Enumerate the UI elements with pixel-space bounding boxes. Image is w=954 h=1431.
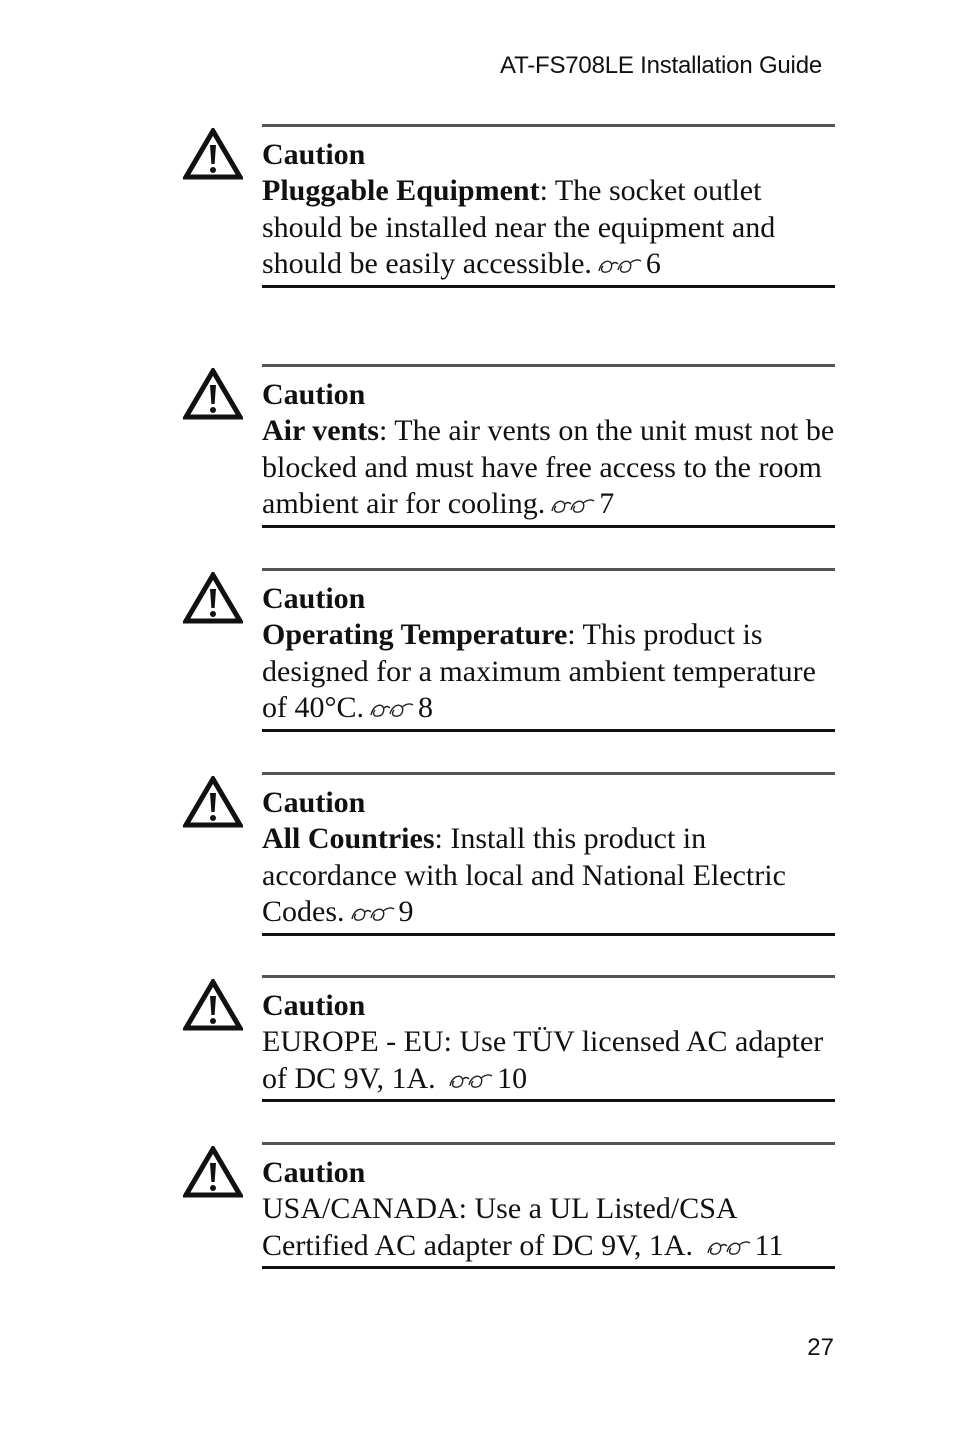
caution-title: Caution [262,786,366,819]
caution-text [262,1191,835,1264]
caution-text [262,1024,835,1097]
warning-triangle-icon [183,368,243,420]
caution-text [262,413,835,523]
reference-number: 9 [398,895,414,929]
caution-box [262,772,835,936]
caution-lead: Air vents [262,414,379,447]
caution-text [262,173,835,283]
eyeglasses-icon [707,1229,751,1245]
warning-triangle-icon [183,1146,243,1198]
caution-body-text: : The socket outlet should be installed near the equipment and should be easily accessible. [262,174,776,281]
translation-reference [364,691,433,724]
caution-box [262,124,835,288]
warning-triangle-icon [183,776,243,828]
caution-text [262,617,835,727]
eyeglasses-icon [598,247,642,263]
caution-body-text: : Install this product in accordance with local and National Electric Codes. [262,822,786,929]
caution-title: Caution [262,378,366,411]
caution-title: Caution [262,989,366,1022]
caution-box [262,975,835,1102]
warning-triangle-icon [183,979,243,1031]
eyeglasses-icon [370,691,414,707]
caution-lead: Pluggable Equipment [262,174,540,207]
caution-box [262,568,835,732]
reference-number: 8 [418,691,433,725]
translation-reference [345,895,414,928]
eyeglasses-icon [551,487,595,503]
caution-body-text: USA/CANADA: Use a UL Listed/CSA Certified AC adapter of DC 9V, 1A. [262,1192,736,1262]
eyeglasses-icon [351,895,395,911]
translation-reference [545,487,614,520]
caution-title: Caution [262,1156,366,1189]
caution-body-text: : The air vents on the unit must not be blocked and must have free access to the room ambient air for cooling. [262,414,835,521]
caution-title: Caution [262,138,366,171]
caution-lead: All Countries [262,822,435,855]
eyeglasses-icon [449,1062,493,1078]
reference-number: 7 [599,487,615,521]
translation-reference [592,247,661,280]
caution-box [262,1142,835,1269]
running-header: AT-FS708LE Installation Guide [500,52,822,79]
caution-body-text: : This product is designed for a maximum ambient temperature of 40°C. [262,618,816,725]
caution-title: Caution [262,582,366,615]
warning-triangle-icon [183,572,243,624]
warning-triangle-icon [183,128,243,180]
reference-number: 6 [645,247,661,281]
translation-reference [443,1062,527,1095]
translation-reference [701,1229,784,1262]
caution-body-text: EUROPE - EU: Use TÜV licensed AC adapter of DC 9V, 1A. [262,1025,824,1095]
caution-lead: Operating Temperature [262,618,568,651]
page-number: 27 [807,1334,834,1361]
reference-number: 10 [497,1061,528,1095]
caution-text [262,821,835,931]
reference-number: 11 [754,1228,784,1262]
caution-box [262,364,835,528]
